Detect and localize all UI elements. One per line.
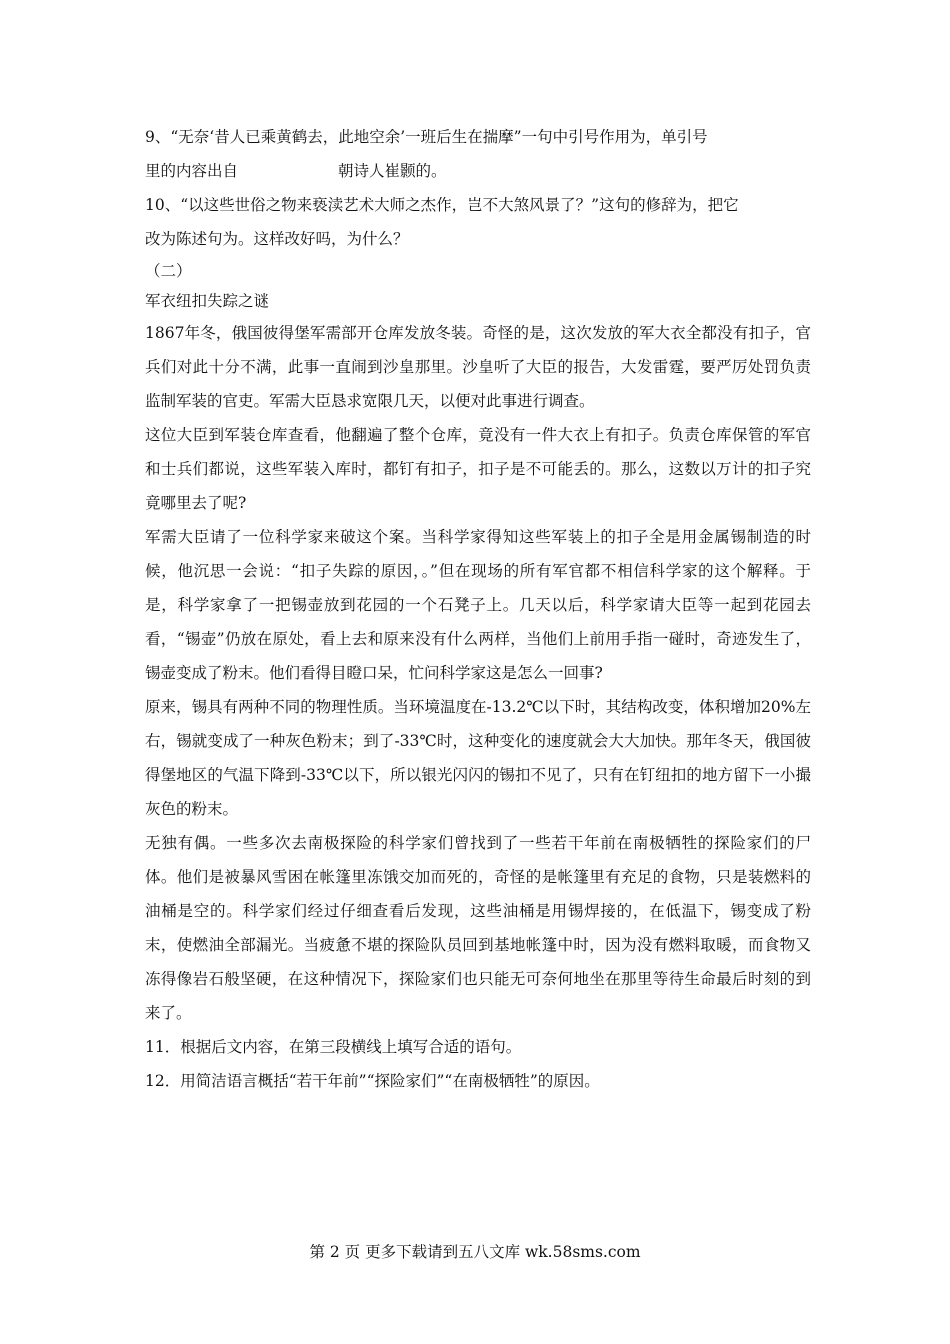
question-9-line-1: 9、“无奈‘昔人已乘黄鹤去，此地空余’一班后生在揣摩”一句中引号作用为，单引号 [145,128,708,146]
question-9-blank-suffix: 朝诗人崔颢的。 [338,162,447,180]
article-paragraph-5: 无独有偶。一些多次去南极探险的科学家们曾找到了一些若干年前在南极牺牲的探险家们的尸体。他们是被暴风雪困在帐篷里冻饿交加而死的，奇怪的是帐篷里有充足的食物，只是装燃料的油桶是空的。科学家们经过仔细查看后发现，这些油桶是用锡焊接的，在低温下，锡变成了粉末，使燃油全部漏光。当疲惫不堪的探险队员回到基地帐篷中时，因为没有燃料取暖，而食物又冻得像岩石般坚硬，在这种情况下，探险家们也只能无可奈何地坐在那里等待生命最后时刻的到来了。 [145,834,811,1022]
question-11: 11．根据后文内容，在第三段横线上填写合适的语句。 [145,1038,522,1056]
page-content [145,120,811,1098]
question-12: 12．用简洁语言概括“若干年前”“探险家们”“在南极牺牲”的原因。 [145,1072,600,1090]
question-10-line-1: 10、“以这些世俗之物来亵渎艺术大师之杰作，岂不大煞风景了？”这句的修辞为，把它 [145,196,739,214]
article-title: 军衣纽扣失踪之谜 [145,292,270,310]
question-10-line-2: 改为陈述句为。这样改好吗，为什么？ [145,230,409,248]
question-9-blank-prefix: 里的内容出自 [145,162,239,180]
article-paragraph-2: 这位大臣到军装仓库查看，他翻遍了整个仓库，竟没有一件大衣上有扣子。负责仓库保管的军官和士兵们都说，这些军装入库时，都钉有扣子，扣子是不可能丢的。那么，这数以万计的扣子究竟哪里去了呢? [145,426,811,512]
section-label: （二） [145,262,192,280]
article-paragraph-1: 1867年冬，俄国彼得堡军需部开仓库发放冬装。奇怪的是，这次发放的军大衣全都没有扣子，官兵们对此十分不满，此事一直闹到沙皇那里。沙皇听了大臣的报告，大发雷霆，要严厉处罚负责监制军装的官吏。军需大臣恳求宽限几天，以便对此事进行调查。 [145,324,811,410]
article-paragraph-4: 原来，锡具有两种不同的物理性质。当环境温度在-13.2℃以下时，其结构改变，体积增加20%左右，锡就变成了一种灰色粉末；到了-33℃时，这种变化的速度就会大大加快。那年冬天，俄国彼得堡地区的气温下降到-33℃以下，所以银光闪闪的锡扣不见了，只有在钉纽扣的地方留下一小撮灰色的粉末。 [145,698,811,818]
article-paragraph-3: 军需大臣请了一位科学家来破这个案。当科学家得知这些军装上的扣子全是用金属锡制造的时候，他沉思一会说：“扣子失踪的原因，。”但在现场的所有军官都不相信科学家的这个解释。于是，科学家拿了一把锡壶放到花园的一个石凳子上。几天以后，科学家请大臣等一起到花园去看，“锡壶”仍放在原处，看上去和原来没有什么两样，当他们上前用手指一碰时，奇迹发生了，锡壶变成了粉末。他们看得目瞪口呆，忙问科学家这是怎么一回事? [145,528,811,682]
question-9-line-2 [145,154,811,188]
page-footer: 第 2 页 更多下载请到五八文库 wk.58sms.com [309,1243,641,1261]
